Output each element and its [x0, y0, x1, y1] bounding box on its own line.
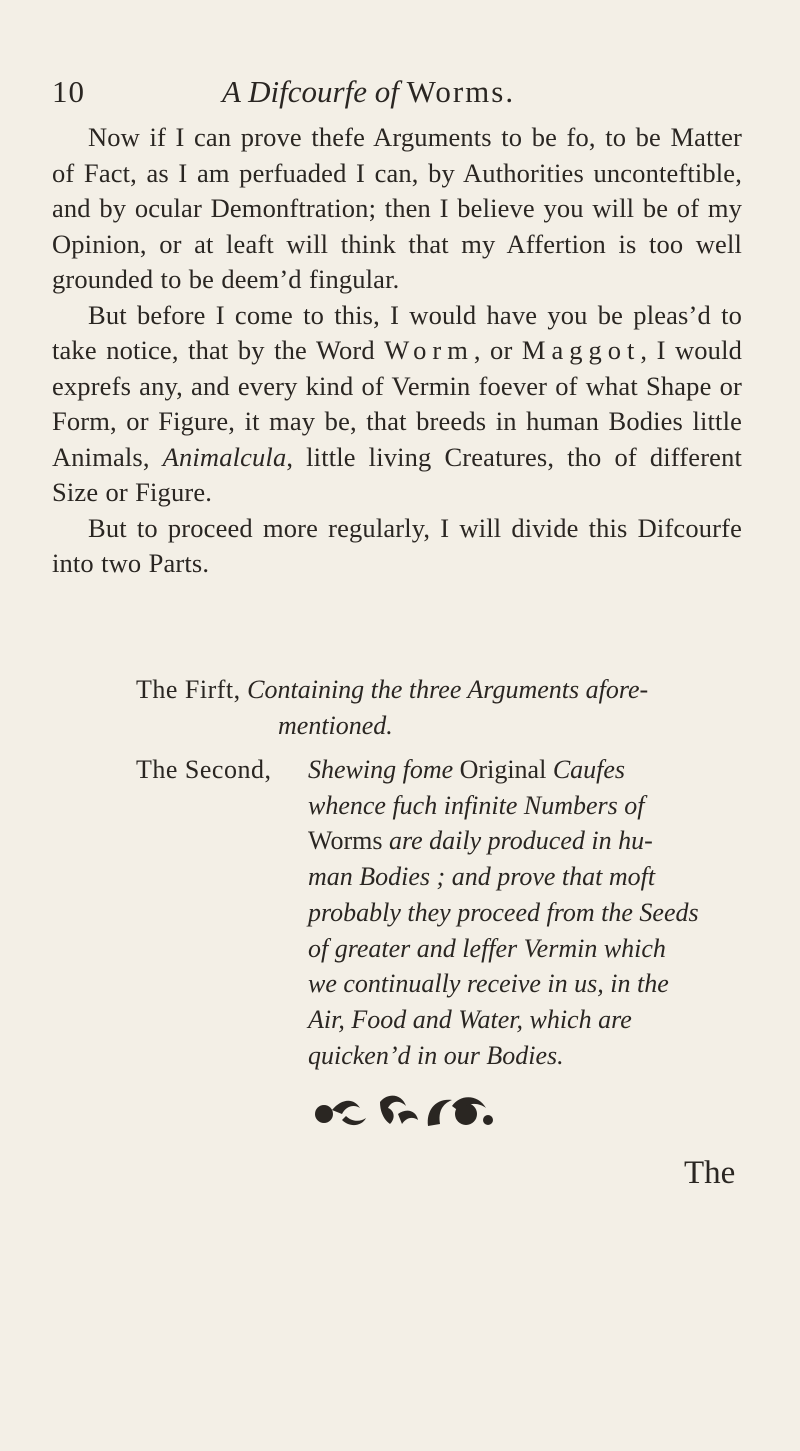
title-discourse: Difcourfe: [248, 74, 367, 109]
p2l1-b: Original: [459, 755, 553, 784]
p2-text-d: , little living Creatures, tho of different Size or Figure.: [52, 441, 742, 507]
part-two-line-3: [308, 823, 748, 859]
running-header: [52, 74, 742, 114]
p2l1-a: Shewing fome: [308, 755, 460, 784]
paragraph-2: [52, 298, 742, 511]
title-subject: Worms.: [406, 74, 516, 109]
p2-text-c: , I would exprefs any, and every kind of Vermin foever of what Shape or Form, or Figure, it may be, that breeds in human Bodies little Animals,: [52, 335, 742, 472]
title-article: A: [222, 74, 249, 109]
running-title: [222, 74, 515, 110]
ornament-right-dot: [483, 1115, 493, 1125]
paragraph-1: Now if I can prove thefe Arguments to be fo, to be Matter of Fact, as I am perfuaded I can, by Authorities unconteftible, and by ocular Demonftration; then I believe you will be of my Opinion, or at leaft will think that my Affertion is too well grounded to be deem’d fingular.: [52, 122, 742, 294]
part-one-label: The Firft,: [136, 675, 241, 704]
body-text: [52, 120, 742, 582]
ornament-center-leaf: [398, 1111, 418, 1124]
term-maggot: Maggot: [521, 335, 641, 365]
page-number: 10: [52, 74, 85, 109]
ornament-left-curl: [342, 1116, 366, 1125]
ornament-left-bud: [315, 1105, 333, 1123]
fleuron-ornament-icon: [302, 1080, 502, 1140]
p2l1-c: Caufes: [552, 755, 626, 784]
part-one-entry: [52, 672, 742, 743]
catchword: The: [684, 1155, 736, 1191]
part-two-line-2: whence fuch infinite Numbers of: [308, 790, 645, 820]
part-two-line-4: man Bodies ; and prove that moft: [308, 862, 656, 892]
paragraph-3: But to proceed more regularly, I will divide this Difcourfe into two Parts.: [52, 512, 742, 578]
part-one-desc-1: Containing the three Arguments afore-: [247, 675, 649, 704]
term-worm: Worm: [384, 335, 474, 365]
ornament-right-stem: [428, 1100, 452, 1126]
part-two-desc: [308, 752, 748, 1073]
part-two-line-9: quicken’d in our Bodies.: [308, 1040, 564, 1070]
part-two-line-6: of greater and leffer Vermin which: [308, 933, 666, 963]
p2-text-a: But before I come to this, I would have you be pleas’d to take notice, that by the Word: [52, 299, 742, 365]
p2l3-worms: Worms: [308, 826, 383, 856]
part-two-line-1: [308, 752, 748, 788]
title-of: of: [366, 74, 407, 109]
p2l3-rest: are daily produced in hu-: [382, 826, 653, 856]
ornament-left-leaf: [332, 1101, 360, 1114]
part-one-desc-2: mentioned.: [278, 710, 393, 740]
term-animalcula: Animalcula: [162, 441, 287, 472]
part-two-line-8: Air, Food and Water, which are: [308, 1004, 632, 1034]
part-two-line-5: probably they proceed from the Seeds: [308, 897, 699, 927]
part-two-label: The Second,: [136, 755, 272, 784]
p2-text-b: , or: [473, 335, 522, 365]
part-two-line-7: we continually receive in us, in the: [308, 969, 669, 999]
